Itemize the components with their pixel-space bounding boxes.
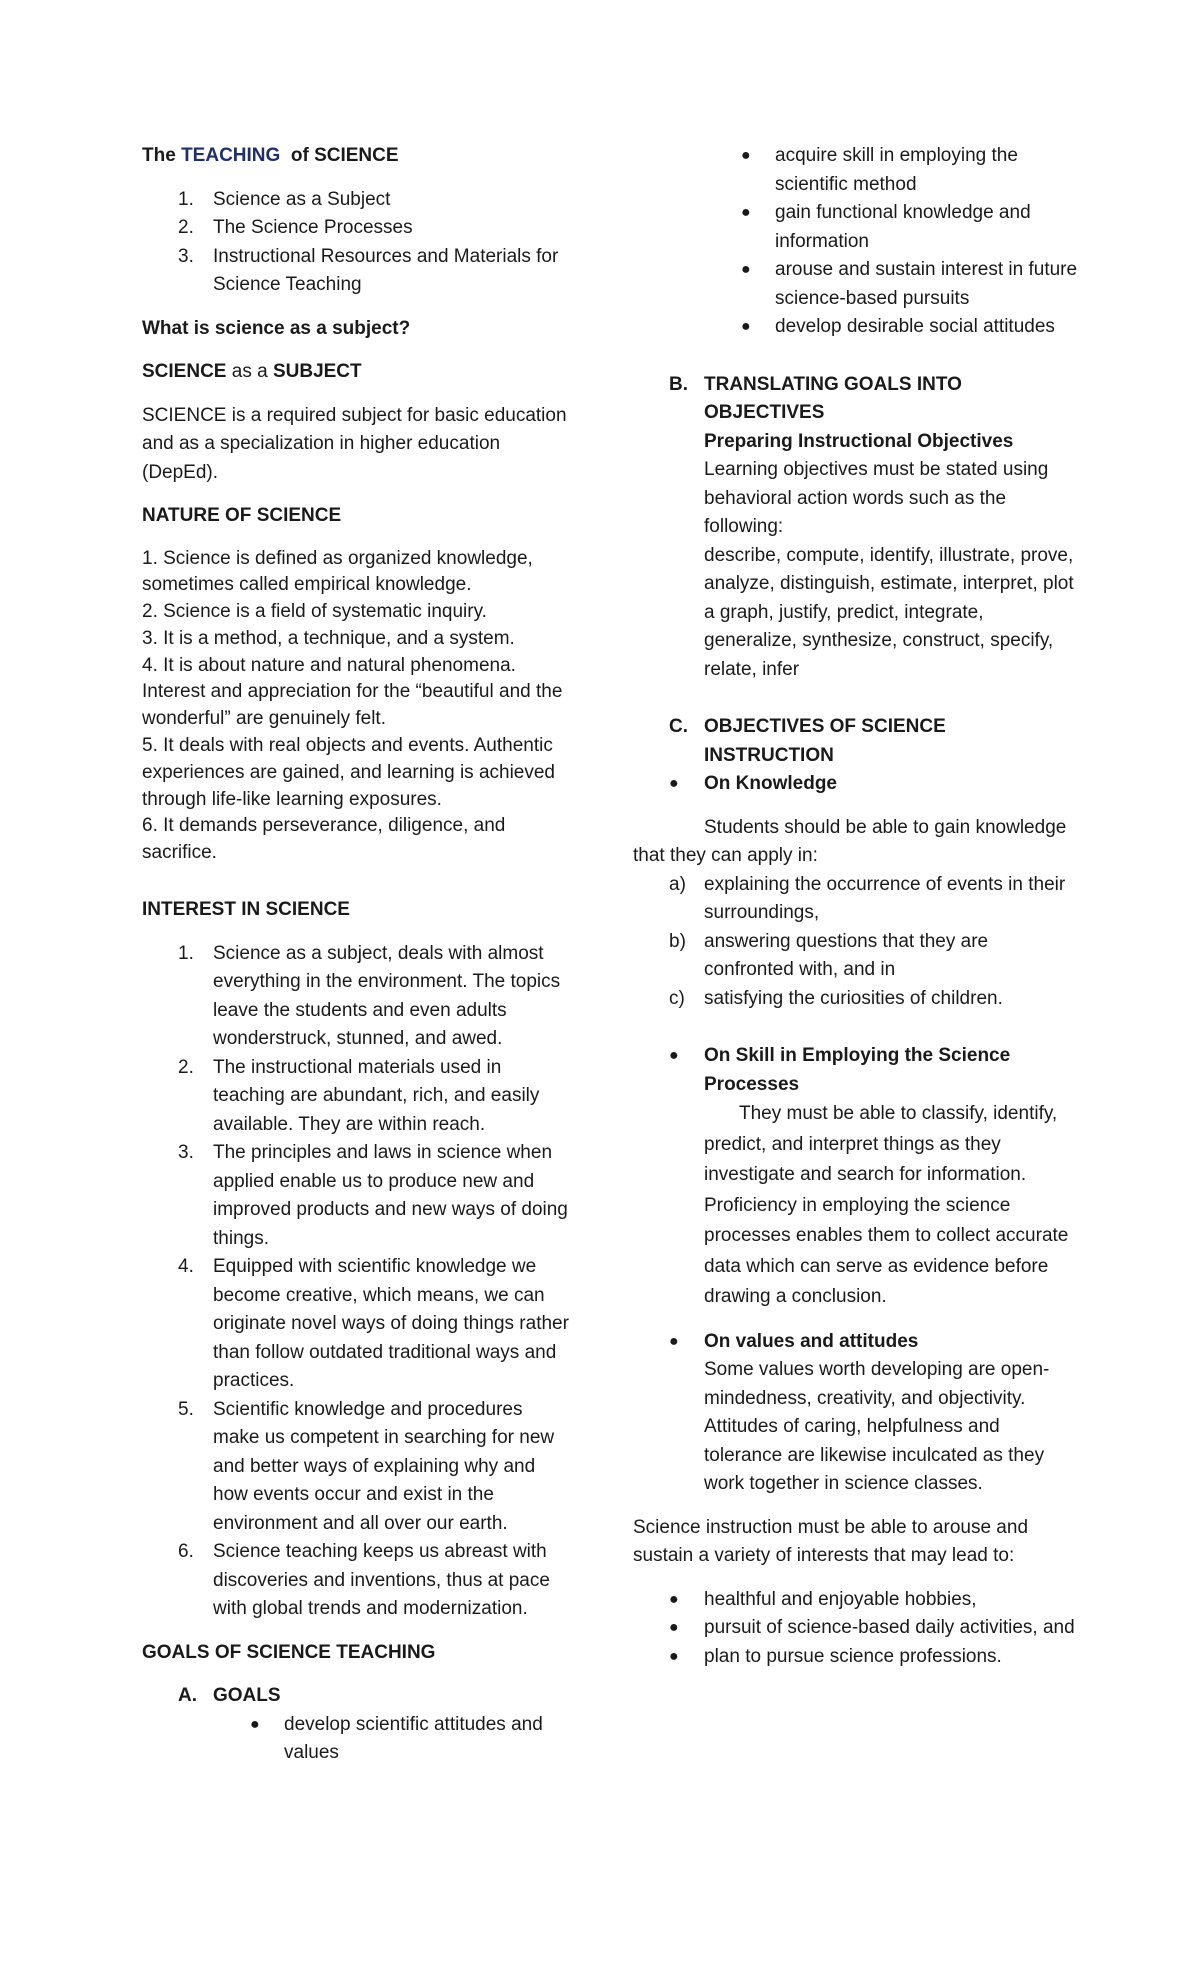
list-item: 2. Science is a field of systematic inquiry.: [142, 601, 487, 623]
question-heading: What is science as a subject?: [142, 317, 411, 339]
list-item: 4. Equipped with scientific knowledge we become creative, which means, we can originate novel ways of doing things rather than follow outdated traditional ways and practices.: [178, 1256, 569, 1392]
subject-text: SCIENCE is a required subject for basic education and as a specialization in higher education (DepEd).: [142, 404, 567, 483]
list-item: ● gain functional knowledge and information: [633, 199, 1078, 256]
title-accent: TEACHING: [181, 145, 281, 166]
list-item: ● pursuit of science-based daily activities, and: [633, 1614, 1078, 1643]
bullet-icon: ●: [741, 204, 751, 221]
bullet-icon: ●: [669, 1619, 679, 1636]
bullet-icon: ●: [669, 1590, 679, 1608]
list-item: 5. It deals with real objects and events. Authentic experiences are gained, and learning is achieved through life-like learning exposures.: [142, 735, 555, 810]
bullet-icon: ●: [669, 1332, 679, 1350]
list-item: 4. It is about nature and natural phenomena. Interest and appreciation for the “beautiful and the wonderful” are genuinely felt.: [142, 654, 563, 730]
bullet-icon: ●: [669, 1047, 679, 1064]
topics-list: [142, 186, 572, 300]
values-text: Some values worth developing are open-mindedness, creativity, and objectivity. Attitudes of caring, helpfulness and tolerance are likewise inculcated as they work together in science classes.: [704, 1359, 1050, 1494]
title-prefix: The: [142, 145, 176, 166]
list-item: a) explaining the occurrence of events in their surroundings,: [669, 873, 1066, 923]
list-item: 6. Science teaching keeps us abreast with discoveries and inventions, thus at pace with global trends and modernization.: [178, 1541, 550, 1620]
interest-heading: INTEREST IN SCIENCE: [142, 899, 350, 921]
list-item: 1. Science as a Subject: [178, 188, 391, 210]
document-title: [142, 142, 572, 171]
knowledge-intro: Students should be able to gain knowledge that they can apply in:: [633, 816, 1067, 866]
list-item: 3. It is a method, a technique, and a system.: [142, 627, 515, 649]
goals-section-a: [142, 1682, 572, 1711]
interest-list: [142, 940, 572, 1624]
bullet-icon: ●: [669, 1647, 679, 1665]
nature-list: [142, 546, 572, 868]
goals-heading: GOALS OF SCIENCE TEACHING: [142, 1641, 436, 1663]
nature-heading: NATURE OF SCIENCE: [142, 505, 342, 526]
section-b-heading: B. TRANSLATING GOALS INTO OBJECTIVES: [669, 373, 962, 423]
bullet-icon: ●: [250, 1715, 260, 1733]
list-item: c) satisfying the curiosities of children.: [669, 987, 1003, 1009]
title-suffix: of SCIENCE: [290, 145, 399, 166]
section-b-text: Learning objectives must be stated using behavioral action words such as the following:: [704, 459, 1049, 537]
list-item: 1. Science is defined as organized knowledge, sometimes called empirical knowledge.: [142, 547, 533, 596]
closing-text: Science instruction must be able to arouse and sustain a variety of interests that may lead to:: [633, 1516, 1029, 1566]
subject-heading: SCIENCE as a SUBJECT: [142, 361, 362, 382]
bullet-icon: ●: [741, 261, 751, 278]
bullet-icon: ●: [741, 318, 751, 335]
list-item: ● develop desirable social attitudes: [633, 313, 1078, 342]
list-item: 6. It demands perseverance, diligence, and sacrifice.: [142, 815, 506, 864]
closing-list: [633, 1586, 1078, 1672]
left-column: [142, 142, 572, 1768]
goals-list-right: [633, 142, 1078, 342]
section-c-heading: C. OBJECTIVES OF SCIENCE INSTRUCTION: [669, 716, 946, 766]
goals-a-heading: A. GOALS: [178, 1685, 281, 1707]
goals-list-left: [142, 1711, 572, 1768]
section-b-body: [633, 428, 1078, 685]
list-item: ● arouse and sustain interest in future science-based pursuits: [633, 256, 1078, 313]
list-item: 2. The instructional materials used in teaching are abundant, rich, and easily available. They are within reach.: [178, 1056, 540, 1135]
list-item: b) answering questions that they are confronted with, and in: [669, 930, 989, 980]
list-item: 3. Instructional Resources and Materials for Science Teaching: [178, 245, 559, 295]
list-item: ● acquire skill in employing the scientific method: [633, 142, 1078, 199]
right-column: [633, 142, 1078, 1671]
list-item: ● healthful and enjoyable hobbies,: [633, 1586, 1078, 1615]
knowledge-list: [633, 871, 1078, 1014]
values-heading: ● On values and attitudes: [633, 1328, 1078, 1357]
section-c: [633, 713, 1078, 770]
section-b-subtitle: Preparing Instructional Objectives: [704, 430, 1014, 452]
knowledge-heading: ● On Knowledge: [633, 770, 1078, 799]
bullet-icon: ●: [741, 147, 751, 164]
list-item: 2. The Science Processes: [178, 217, 413, 238]
list-item: ● plan to pursue science professions.: [633, 1643, 1078, 1672]
list-item: 1. Science as a subject, deals with almost everything in the environment. The topics leave the students and even adults wonderstruck, stunned, and awed.: [178, 942, 561, 1050]
skill-heading: ● On Skill in Employing the Science Processes: [633, 1042, 1078, 1099]
skill-text: They must be able to classify, identify, predict, and interpret things as they investigate and search for information. Proficiency in employing the science processes enables them to collect accurate data which can serve as evidence before drawing a conclusion.: [704, 1103, 1069, 1307]
section-b: [633, 371, 1078, 428]
list-item: 5. Scientific knowledge and procedures make us competent in searching for new and better ways of explaining why and how events occur and exist in the environment and all over our earth.: [178, 1398, 555, 1534]
list-item: ● develop scientific attitudes and values: [142, 1711, 572, 1768]
action-words: describe, compute, identify, illustrate, prove, analyze, distinguish, estimate, interpret, plot a graph, justify, predict, integrate, generalize, synthesize, construct, specify, relate, infer: [704, 544, 1074, 680]
list-item: 3. The principles and laws in science when applied enable us to produce new and improved products and new ways of doing things.: [178, 1142, 568, 1249]
bullet-icon: ●: [669, 775, 679, 792]
